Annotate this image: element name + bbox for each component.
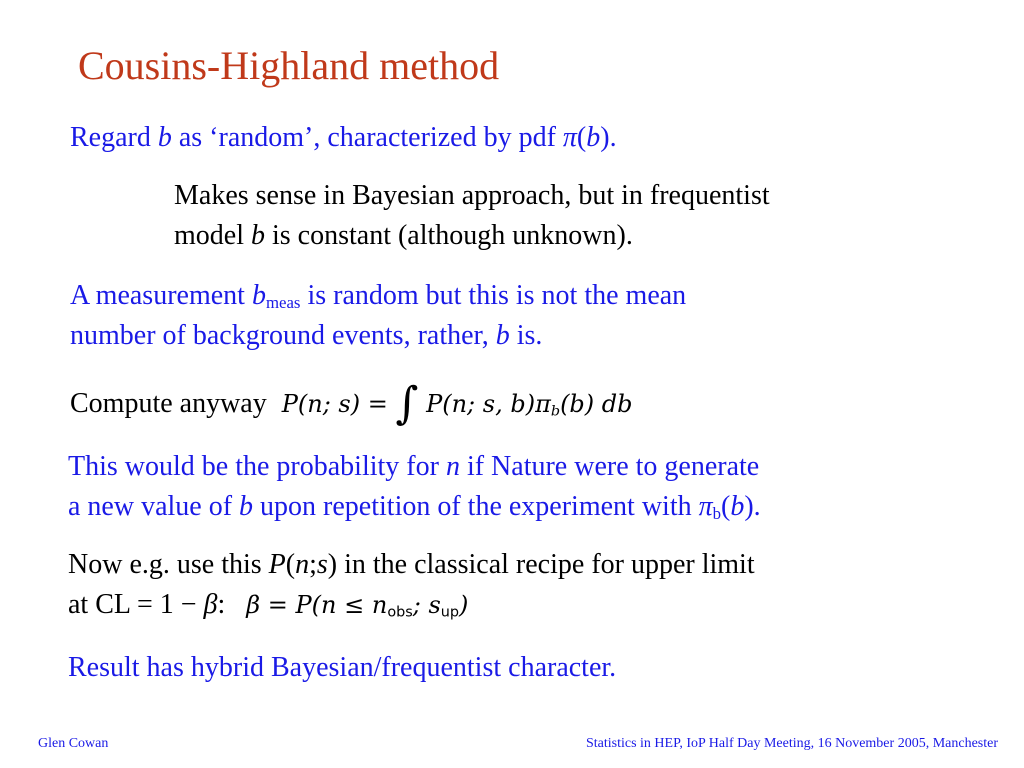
subscript-obs: obs [387, 604, 413, 621]
var-b: b [157, 122, 172, 153]
var-b: b [586, 122, 601, 153]
line [68, 545, 755, 585]
paragraph-probability [68, 447, 761, 527]
text: ( [285, 549, 296, 580]
subscript-up: up [440, 604, 460, 621]
text: Regard [70, 122, 158, 153]
var-b: b [251, 220, 265, 251]
paragraph-result: Result has hybrid Bayesian/frequentist character. [68, 652, 617, 683]
pi-symbol: π [698, 491, 713, 522]
slide-title: Cousins-Highland method [78, 43, 500, 88]
formula-beta [246, 591, 468, 619]
subscript-b: b [550, 403, 561, 420]
paragraph-regard-b [70, 118, 617, 158]
line [68, 487, 761, 527]
text: as ‘random’, characterized by pdf [171, 122, 563, 153]
footer-author: Glen Cowan [38, 736, 109, 751]
line [68, 447, 761, 487]
var-s: s [316, 549, 328, 580]
var-P: P [268, 549, 286, 580]
formula-P: P(n ≤ n [295, 591, 388, 619]
text: ). [744, 491, 761, 522]
footer-event: Statistics in HEP, IoP Half Day Meeting, 16 November 2005, Manchester [585, 736, 998, 751]
paragraph-measurement [70, 276, 686, 356]
var-b: b [239, 491, 254, 522]
text: if Nature were to generate [459, 451, 760, 482]
pi-symbol: π [562, 122, 577, 153]
var-n: n [445, 451, 460, 482]
formula-rhs-end: (b) db [560, 390, 633, 418]
text: Compute anyway [70, 388, 267, 419]
formula-beta-lhs: β = [246, 591, 296, 619]
text: a new value of [68, 491, 240, 522]
paragraph-classical-recipe [68, 545, 755, 625]
line [70, 316, 686, 356]
formula-lhs: P(n; s) = [281, 390, 388, 418]
integral-sign: ∫ [395, 378, 419, 429]
text: is random but this is not the mean [300, 280, 687, 311]
formula-rhs: P(n; s, b)π [426, 390, 551, 418]
var-b: b [730, 491, 745, 522]
text: This would be the probability for [68, 451, 446, 482]
var-b: b [495, 320, 510, 351]
formula-integral [281, 378, 633, 429]
paragraph-bayesian-note [174, 176, 770, 256]
formula-mid: ; s [412, 591, 441, 619]
text: Now e.g. use this [68, 549, 269, 580]
line: Makes sense in Bayesian approach, but in frequentist [174, 180, 770, 211]
text: A measurement [70, 280, 252, 311]
line [70, 276, 686, 316]
subscript-meas: meas [265, 293, 301, 313]
text: ) in the classical recipe for upper limit [327, 549, 755, 580]
text: ( [576, 122, 587, 153]
text: number of background events, rather, [70, 320, 496, 351]
formula-end: ) [459, 591, 469, 619]
text: model [174, 220, 251, 251]
text: ( [721, 491, 731, 522]
text: at CL = 1 − [68, 589, 204, 620]
var-beta: β [203, 589, 218, 620]
var-n: n [295, 549, 310, 580]
var-b: b [251, 280, 266, 311]
text: upon repetition of the experiment with [253, 491, 699, 522]
text: ). [600, 122, 617, 153]
line [68, 585, 755, 625]
compute-anyway-line [70, 378, 633, 429]
text: is. [509, 320, 543, 351]
text: is constant (although unknown). [265, 220, 633, 251]
text: : [217, 589, 226, 620]
subscript-b: b [712, 504, 722, 524]
text: ; [309, 549, 317, 580]
line [174, 216, 770, 256]
